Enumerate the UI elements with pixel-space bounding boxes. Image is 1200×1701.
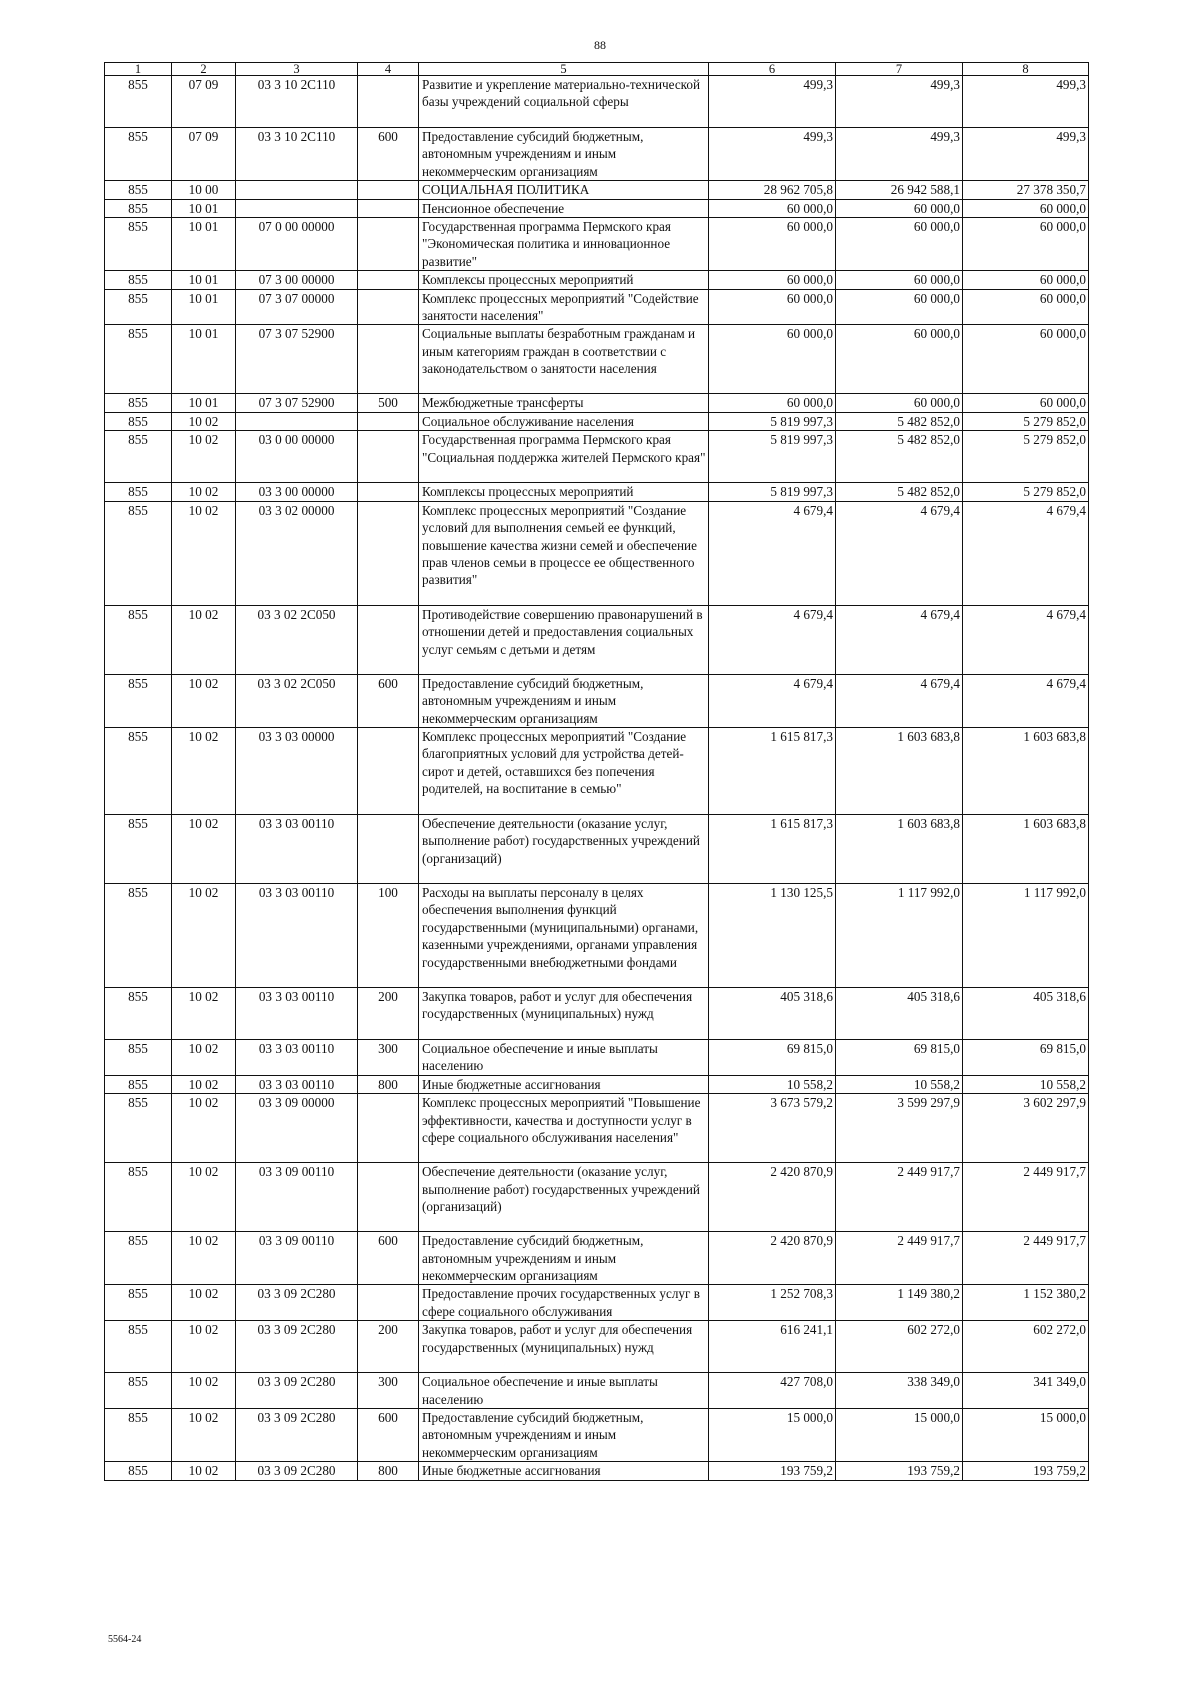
cell-section: 10 01 <box>172 218 236 271</box>
cell-expense-type: 200 <box>358 987 419 1039</box>
cell-target-article: 03 3 09 2С280 <box>236 1408 358 1461</box>
cell-amount-2026: 4 679,4 <box>836 501 963 605</box>
cell-description: Иные бюджетные ассигнования <box>419 1075 709 1093</box>
cell-target-article: 03 3 10 2С110 <box>236 76 358 128</box>
cell-amount-2026: 60 000,0 <box>836 199 963 217</box>
cell-amount-2026: 60 000,0 <box>836 289 963 325</box>
cell-description: Закупка товаров, работ и услуг для обеспечения государственных (муниципальных) нужд <box>419 1321 709 1373</box>
column-header: 6 <box>709 63 836 76</box>
cell-target-article: 07 3 07 52900 <box>236 394 358 412</box>
cell-amount-2026: 499,3 <box>836 76 963 128</box>
cell-amount-2026: 4 679,4 <box>836 605 963 674</box>
cell-amount-2026: 1 603 683,8 <box>836 814 963 883</box>
cell-amount-2025: 2 420 870,9 <box>709 1232 836 1285</box>
cell-amount-2025: 1 252 708,3 <box>709 1285 836 1321</box>
table-row <box>105 1285 1089 1321</box>
cell-amount-2027: 602 272,0 <box>963 1321 1089 1373</box>
cell-amount-2026: 60 000,0 <box>836 218 963 271</box>
cell-amount-2027: 2 449 917,7 <box>963 1232 1089 1285</box>
cell-target-article: 07 3 07 00000 <box>236 289 358 325</box>
table-row <box>105 128 1089 181</box>
table-row <box>105 1373 1089 1409</box>
table-row <box>105 199 1089 217</box>
cell-section: 10 02 <box>172 431 236 483</box>
cell-ministry-code: 855 <box>105 289 172 325</box>
cell-section: 10 02 <box>172 483 236 501</box>
cell-description: Закупка товаров, работ и услуг для обеспечения государственных (муниципальных) нужд <box>419 987 709 1039</box>
cell-ministry-code: 855 <box>105 1232 172 1285</box>
cell-section: 10 02 <box>172 1408 236 1461</box>
cell-amount-2025: 60 000,0 <box>709 394 836 412</box>
cell-ministry-code: 855 <box>105 501 172 605</box>
cell-description: Социальное обслуживание населения <box>419 412 709 430</box>
cell-target-article <box>236 412 358 430</box>
cell-description: Комплекс процессных мероприятий "Повышение эффективности, качества и доступности услуг в сфере социального обслуживания населения" <box>419 1094 709 1163</box>
cell-amount-2027: 60 000,0 <box>963 289 1089 325</box>
cell-description: Социальное обеспечение и иные выплаты населению <box>419 1039 709 1075</box>
cell-amount-2026: 60 000,0 <box>836 271 963 289</box>
cell-expense-type <box>358 605 419 674</box>
cell-amount-2026: 1 149 380,2 <box>836 1285 963 1321</box>
cell-amount-2026: 499,3 <box>836 128 963 181</box>
table-row <box>105 1163 1089 1232</box>
cell-expense-type <box>358 76 419 128</box>
cell-expense-type: 600 <box>358 1408 419 1461</box>
cell-amount-2025: 5 819 997,3 <box>709 483 836 501</box>
cell-amount-2025: 60 000,0 <box>709 325 836 394</box>
cell-ministry-code: 855 <box>105 1163 172 1232</box>
cell-amount-2027: 60 000,0 <box>963 218 1089 271</box>
cell-expense-type: 800 <box>358 1075 419 1093</box>
cell-ministry-code: 855 <box>105 1408 172 1461</box>
cell-ministry-code: 855 <box>105 412 172 430</box>
cell-expense-type: 600 <box>358 1232 419 1285</box>
cell-expense-type <box>358 1285 419 1321</box>
column-header: 8 <box>963 63 1089 76</box>
cell-section: 07 09 <box>172 76 236 128</box>
table-row <box>105 431 1089 483</box>
cell-amount-2026: 60 000,0 <box>836 325 963 394</box>
cell-amount-2025: 193 759,2 <box>709 1462 836 1480</box>
cell-amount-2025: 4 679,4 <box>709 501 836 605</box>
table-row <box>105 1039 1089 1075</box>
cell-ministry-code: 855 <box>105 1039 172 1075</box>
cell-section: 10 00 <box>172 181 236 199</box>
column-header: 3 <box>236 63 358 76</box>
cell-ministry-code: 855 <box>105 987 172 1039</box>
cell-ministry-code: 855 <box>105 1285 172 1321</box>
cell-amount-2026: 4 679,4 <box>836 674 963 727</box>
cell-amount-2025: 427 708,0 <box>709 1373 836 1409</box>
cell-amount-2025: 499,3 <box>709 76 836 128</box>
cell-section: 10 02 <box>172 1163 236 1232</box>
cell-amount-2025: 405 318,6 <box>709 987 836 1039</box>
cell-amount-2026: 5 482 852,0 <box>836 412 963 430</box>
cell-amount-2026: 10 558,2 <box>836 1075 963 1093</box>
cell-amount-2027: 499,3 <box>963 76 1089 128</box>
cell-amount-2026: 5 482 852,0 <box>836 431 963 483</box>
cell-ministry-code: 855 <box>105 727 172 814</box>
cell-amount-2027: 60 000,0 <box>963 394 1089 412</box>
cell-amount-2026: 1 117 992,0 <box>836 883 963 987</box>
cell-amount-2027: 5 279 852,0 <box>963 431 1089 483</box>
cell-expense-type: 300 <box>358 1039 419 1075</box>
table-row <box>105 1462 1089 1480</box>
cell-target-article: 07 0 00 00000 <box>236 218 358 271</box>
cell-expense-type <box>358 412 419 430</box>
cell-amount-2027: 193 759,2 <box>963 1462 1089 1480</box>
cell-amount-2026: 5 482 852,0 <box>836 483 963 501</box>
cell-amount-2027: 1 152 380,2 <box>963 1285 1089 1321</box>
cell-target-article <box>236 181 358 199</box>
cell-amount-2025: 4 679,4 <box>709 605 836 674</box>
cell-section: 10 01 <box>172 325 236 394</box>
cell-section: 10 02 <box>172 1285 236 1321</box>
cell-expense-type: 600 <box>358 128 419 181</box>
cell-expense-type <box>358 181 419 199</box>
cell-target-article: 03 3 03 00000 <box>236 727 358 814</box>
cell-description: Комплексы процессных мероприятий <box>419 483 709 501</box>
cell-amount-2026: 602 272,0 <box>836 1321 963 1373</box>
cell-description: Предоставление субсидий бюджетным, автономным учреждениям и иным некоммерческим организациям <box>419 1232 709 1285</box>
cell-amount-2027: 5 279 852,0 <box>963 483 1089 501</box>
cell-target-article: 03 3 03 00110 <box>236 1075 358 1093</box>
cell-target-article: 03 3 02 2С050 <box>236 674 358 727</box>
cell-target-article <box>236 199 358 217</box>
budget-table <box>104 62 1089 1481</box>
cell-amount-2027: 10 558,2 <box>963 1075 1089 1093</box>
table-row <box>105 727 1089 814</box>
cell-expense-type: 800 <box>358 1462 419 1480</box>
cell-ministry-code: 855 <box>105 128 172 181</box>
cell-section: 10 02 <box>172 674 236 727</box>
table-row <box>105 218 1089 271</box>
cell-description: Предоставление субсидий бюджетным, автономным учреждениям и иным некоммерческим организациям <box>419 674 709 727</box>
table-row <box>105 1094 1089 1163</box>
cell-target-article: 03 3 09 2С280 <box>236 1285 358 1321</box>
cell-amount-2027: 405 318,6 <box>963 987 1089 1039</box>
cell-section: 10 01 <box>172 199 236 217</box>
cell-target-article: 03 3 10 2С110 <box>236 128 358 181</box>
cell-ministry-code: 855 <box>105 431 172 483</box>
cell-amount-2025: 60 000,0 <box>709 271 836 289</box>
cell-description: Государственная программа Пермского края "Экономическая политика и инновационное развитие" <box>419 218 709 271</box>
cell-section: 10 02 <box>172 412 236 430</box>
cell-amount-2026: 15 000,0 <box>836 1408 963 1461</box>
cell-amount-2027: 341 349,0 <box>963 1373 1089 1409</box>
cell-ministry-code: 855 <box>105 1462 172 1480</box>
cell-description: Развитие и укрепление материально-технической базы учреждений социальной сферы <box>419 76 709 128</box>
cell-amount-2025: 60 000,0 <box>709 199 836 217</box>
cell-section: 10 01 <box>172 289 236 325</box>
cell-target-article: 03 3 03 00110 <box>236 814 358 883</box>
cell-expense-type <box>358 199 419 217</box>
cell-expense-type <box>358 727 419 814</box>
cell-amount-2025: 60 000,0 <box>709 218 836 271</box>
table-row <box>105 1075 1089 1093</box>
cell-target-article: 03 3 03 00110 <box>236 1039 358 1075</box>
cell-target-article: 03 3 03 00110 <box>236 883 358 987</box>
cell-amount-2025: 10 558,2 <box>709 1075 836 1093</box>
cell-section: 10 02 <box>172 987 236 1039</box>
table-row <box>105 483 1089 501</box>
cell-section: 10 02 <box>172 1373 236 1409</box>
cell-amount-2026: 193 759,2 <box>836 1462 963 1480</box>
cell-ministry-code: 855 <box>105 1321 172 1373</box>
cell-description: Комплекс процессных мероприятий "Содействие занятости населения" <box>419 289 709 325</box>
cell-target-article: 03 3 09 2С280 <box>236 1462 358 1480</box>
column-header: 7 <box>836 63 963 76</box>
cell-ministry-code: 855 <box>105 181 172 199</box>
cell-expense-type: 600 <box>358 674 419 727</box>
cell-amount-2027: 2 449 917,7 <box>963 1163 1089 1232</box>
cell-amount-2025: 2 420 870,9 <box>709 1163 836 1232</box>
cell-ministry-code: 855 <box>105 218 172 271</box>
column-header: 4 <box>358 63 419 76</box>
cell-description: СОЦИАЛЬНАЯ ПОЛИТИКА <box>419 181 709 199</box>
cell-section: 10 01 <box>172 271 236 289</box>
cell-description: Иные бюджетные ассигнования <box>419 1462 709 1480</box>
cell-amount-2025: 616 241,1 <box>709 1321 836 1373</box>
cell-description: Предоставление субсидий бюджетным, автономным учреждениям и иным некоммерческим организациям <box>419 1408 709 1461</box>
cell-target-article: 03 0 00 00000 <box>236 431 358 483</box>
cell-description: Комплексы процессных мероприятий <box>419 271 709 289</box>
cell-section: 10 02 <box>172 1462 236 1480</box>
page-number: 88 <box>594 38 606 52</box>
cell-amount-2027: 60 000,0 <box>963 271 1089 289</box>
cell-description: Обеспечение деятельности (оказание услуг, выполнение работ) государственных учреждений (организаций) <box>419 814 709 883</box>
cell-target-article: 03 3 02 2С050 <box>236 605 358 674</box>
cell-amount-2027: 499,3 <box>963 128 1089 181</box>
cell-ministry-code: 855 <box>105 483 172 501</box>
cell-amount-2026: 3 599 297,9 <box>836 1094 963 1163</box>
cell-ministry-code: 855 <box>105 199 172 217</box>
cell-ministry-code: 855 <box>105 814 172 883</box>
cell-target-article: 03 3 09 00000 <box>236 1094 358 1163</box>
cell-expense-type <box>358 1163 419 1232</box>
table-row <box>105 181 1089 199</box>
table-row <box>105 289 1089 325</box>
cell-amount-2025: 15 000,0 <box>709 1408 836 1461</box>
table-row <box>105 501 1089 605</box>
cell-expense-type <box>358 814 419 883</box>
cell-amount-2027: 1 603 683,8 <box>963 814 1089 883</box>
table-row <box>105 674 1089 727</box>
cell-description: Предоставление субсидий бюджетным, автономным учреждениям и иным некоммерческим организациям <box>419 128 709 181</box>
cell-amount-2027: 1 603 683,8 <box>963 727 1089 814</box>
table-row <box>105 325 1089 394</box>
cell-amount-2027: 27 378 350,7 <box>963 181 1089 199</box>
cell-amount-2026: 405 318,6 <box>836 987 963 1039</box>
document-code: 5564-24 <box>108 1634 142 1645</box>
cell-target-article: 03 3 00 00000 <box>236 483 358 501</box>
table-row <box>105 271 1089 289</box>
cell-section: 10 02 <box>172 1039 236 1075</box>
cell-description: Пенсионное обеспечение <box>419 199 709 217</box>
cell-amount-2026: 1 603 683,8 <box>836 727 963 814</box>
table-row <box>105 76 1089 128</box>
cell-section: 07 09 <box>172 128 236 181</box>
cell-amount-2027: 4 679,4 <box>963 501 1089 605</box>
cell-section: 10 02 <box>172 1232 236 1285</box>
cell-amount-2025: 1 615 817,3 <box>709 814 836 883</box>
column-header: 1 <box>105 63 172 76</box>
header-row <box>105 63 1089 76</box>
cell-section: 10 02 <box>172 727 236 814</box>
cell-amount-2026: 2 449 917,7 <box>836 1163 963 1232</box>
cell-description: Государственная программа Пермского края "Социальная поддержка жителей Пермского края" <box>419 431 709 483</box>
cell-section: 10 02 <box>172 1075 236 1093</box>
cell-amount-2027: 4 679,4 <box>963 674 1089 727</box>
cell-amount-2025: 5 819 997,3 <box>709 431 836 483</box>
cell-amount-2025: 1 615 817,3 <box>709 727 836 814</box>
cell-amount-2027: 1 117 992,0 <box>963 883 1089 987</box>
cell-description: Расходы на выплаты персоналу в целях обеспечения выполнения функций государственными (муниципальными) органами, казенными учреждениями, органами управления государственными внебюджетными фондами <box>419 883 709 987</box>
cell-ministry-code: 855 <box>105 394 172 412</box>
cell-section: 10 02 <box>172 605 236 674</box>
cell-target-article: 03 3 09 00110 <box>236 1163 358 1232</box>
table-row <box>105 987 1089 1039</box>
table-row <box>105 1232 1089 1285</box>
cell-amount-2025: 4 679,4 <box>709 674 836 727</box>
table-row <box>105 605 1089 674</box>
cell-section: 10 02 <box>172 501 236 605</box>
table-row <box>105 412 1089 430</box>
cell-ministry-code: 855 <box>105 1075 172 1093</box>
cell-section: 10 01 <box>172 394 236 412</box>
cell-expense-type: 500 <box>358 394 419 412</box>
table-row <box>105 814 1089 883</box>
cell-target-article: 07 3 07 52900 <box>236 325 358 394</box>
cell-section: 10 02 <box>172 883 236 987</box>
column-header: 5 <box>419 63 709 76</box>
cell-amount-2026: 338 349,0 <box>836 1373 963 1409</box>
table-body <box>105 76 1089 1481</box>
cell-expense-type <box>358 501 419 605</box>
cell-expense-type: 200 <box>358 1321 419 1373</box>
cell-section: 10 02 <box>172 814 236 883</box>
cell-ministry-code: 855 <box>105 674 172 727</box>
cell-amount-2027: 5 279 852,0 <box>963 412 1089 430</box>
cell-ministry-code: 855 <box>105 605 172 674</box>
cell-amount-2025: 69 815,0 <box>709 1039 836 1075</box>
cell-ministry-code: 855 <box>105 271 172 289</box>
cell-description: Обеспечение деятельности (оказание услуг, выполнение работ) государственных учреждений (организаций) <box>419 1163 709 1232</box>
column-header: 2 <box>172 63 236 76</box>
cell-amount-2026: 69 815,0 <box>836 1039 963 1075</box>
cell-ministry-code: 855 <box>105 1373 172 1409</box>
cell-amount-2026: 60 000,0 <box>836 394 963 412</box>
cell-description: Комплекс процессных мероприятий "Создание условий для выполнения семьей ее функций, повышение качества жизни семей и обеспечение прав членов семьи в процессе ее общественного развития" <box>419 501 709 605</box>
cell-amount-2027: 69 815,0 <box>963 1039 1089 1075</box>
cell-target-article: 03 3 09 00110 <box>236 1232 358 1285</box>
cell-expense-type <box>358 218 419 271</box>
cell-amount-2027: 15 000,0 <box>963 1408 1089 1461</box>
cell-target-article: 03 3 02 00000 <box>236 501 358 605</box>
cell-amount-2025: 60 000,0 <box>709 289 836 325</box>
cell-amount-2026: 2 449 917,7 <box>836 1232 963 1285</box>
cell-target-article: 03 3 03 00110 <box>236 987 358 1039</box>
cell-section: 10 02 <box>172 1094 236 1163</box>
cell-target-article: 07 3 00 00000 <box>236 271 358 289</box>
cell-ministry-code: 855 <box>105 325 172 394</box>
cell-expense-type <box>358 271 419 289</box>
cell-description: Противодействие совершению правонарушений в отношении детей и предоставления социальных услуг семьям с детьми и детям <box>419 605 709 674</box>
cell-expense-type: 300 <box>358 1373 419 1409</box>
table-row <box>105 883 1089 987</box>
cell-amount-2025: 499,3 <box>709 128 836 181</box>
cell-expense-type <box>358 1094 419 1163</box>
cell-ministry-code: 855 <box>105 76 172 128</box>
cell-expense-type: 100 <box>358 883 419 987</box>
cell-description: Социальные выплаты безработным гражданам и иным категориям граждан в соответствии с законодательством о занятости населения <box>419 325 709 394</box>
cell-amount-2027: 60 000,0 <box>963 199 1089 217</box>
cell-expense-type <box>358 325 419 394</box>
cell-section: 10 02 <box>172 1321 236 1373</box>
cell-amount-2025: 1 130 125,5 <box>709 883 836 987</box>
cell-amount-2025: 5 819 997,3 <box>709 412 836 430</box>
cell-amount-2027: 3 602 297,9 <box>963 1094 1089 1163</box>
cell-description: Межбюджетные трансферты <box>419 394 709 412</box>
cell-target-article: 03 3 09 2С280 <box>236 1321 358 1373</box>
cell-description: Предоставление прочих государственных услуг в сфере социального обслуживания <box>419 1285 709 1321</box>
cell-amount-2025: 3 673 579,2 <box>709 1094 836 1163</box>
cell-expense-type <box>358 289 419 325</box>
cell-amount-2027: 4 679,4 <box>963 605 1089 674</box>
cell-target-article: 03 3 09 2С280 <box>236 1373 358 1409</box>
cell-description: Социальное обеспечение и иные выплаты населению <box>419 1373 709 1409</box>
cell-amount-2026: 26 942 588,1 <box>836 181 963 199</box>
cell-ministry-code: 855 <box>105 1094 172 1163</box>
cell-amount-2027: 60 000,0 <box>963 325 1089 394</box>
cell-amount-2025: 28 962 705,8 <box>709 181 836 199</box>
table-row <box>105 1408 1089 1461</box>
cell-expense-type <box>358 483 419 501</box>
cell-description: Комплекс процессных мероприятий "Создание благоприятных условий для устройства детей-сирот и детей, оставшихся без попечения родителей, на воспитание в семью" <box>419 727 709 814</box>
table-row <box>105 394 1089 412</box>
cell-expense-type <box>358 431 419 483</box>
table-row <box>105 1321 1089 1373</box>
cell-ministry-code: 855 <box>105 883 172 987</box>
